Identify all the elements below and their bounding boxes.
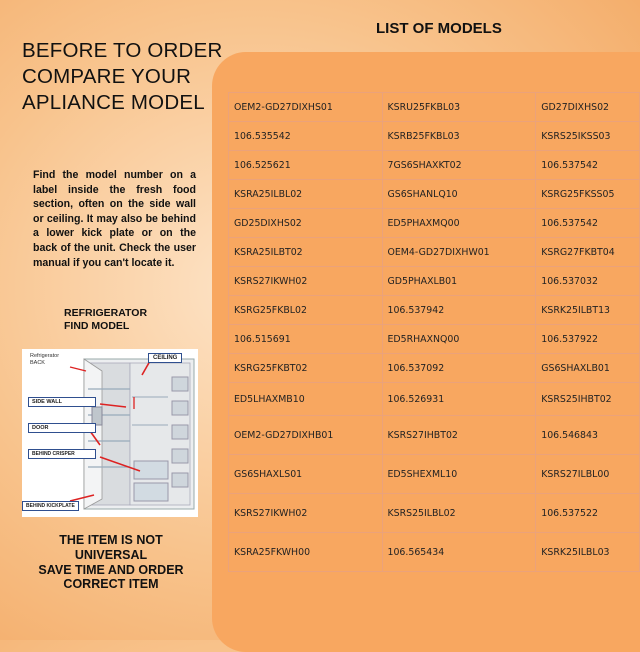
refrigerator-diagram bbox=[22, 349, 198, 517]
heading-line-3: APLIANCE MODEL bbox=[22, 91, 205, 114]
model-cell: GS6SHANLQ10 bbox=[382, 180, 536, 209]
models-list-title: LIST OF MODELS bbox=[376, 20, 502, 37]
model-cell: 106.537542 bbox=[536, 151, 640, 180]
table-row bbox=[229, 383, 640, 416]
refrigerator-illustration bbox=[22, 349, 198, 517]
model-cell: OEM2-GD27DIXHS01 bbox=[229, 93, 383, 122]
side-wall-label: SIDE WALL bbox=[28, 397, 96, 407]
model-cell: 106.537542 bbox=[536, 209, 640, 238]
model-cell: ED5LHAXMB10 bbox=[229, 383, 383, 416]
model-cell: KSRU25FKBL03 bbox=[382, 93, 536, 122]
table-row bbox=[229, 494, 640, 533]
model-cell: 106.537522 bbox=[536, 494, 640, 533]
notice-line-3: SAVE TIME AND ORDER bbox=[38, 562, 184, 577]
table-row bbox=[229, 354, 640, 383]
notice-line-1: THE ITEM IS NOT bbox=[59, 533, 163, 547]
table-row bbox=[229, 93, 640, 122]
model-cell: KSRS27IKWH02 bbox=[229, 267, 383, 296]
model-cell: 106.537092 bbox=[382, 354, 536, 383]
ceiling-label: CEILING bbox=[148, 353, 182, 363]
model-cell: KSRG25FKSS05 bbox=[536, 180, 640, 209]
table-row bbox=[229, 325, 640, 354]
model-cell: 106.525621 bbox=[229, 151, 383, 180]
heading-line-1: BEFORE TO ORDER bbox=[22, 39, 223, 62]
model-cell: GD25DIXHS02 bbox=[229, 209, 383, 238]
table-row bbox=[229, 122, 640, 151]
model-cell: GS6SHAXLB01 bbox=[536, 354, 640, 383]
model-cell: OEM4-GD27DIXHW01 bbox=[382, 238, 536, 267]
find-model-line-2: FIND MODEL bbox=[64, 320, 130, 332]
refrigerator-back-line-1: Refrigerator bbox=[30, 353, 60, 359]
model-cell: KSRG27FKBT04 bbox=[536, 238, 640, 267]
model-cell: KSRG25FKBL02 bbox=[229, 296, 383, 325]
model-cell: KSRS27IKWH02 bbox=[229, 494, 383, 533]
table-row bbox=[229, 267, 640, 296]
behind-crisper-label: BEHIND CRISPER bbox=[28, 449, 96, 459]
model-cell: KSRG25FKBT02 bbox=[229, 354, 383, 383]
door-label: DOOR bbox=[28, 423, 96, 433]
model-cell: GD5PHAXLB01 bbox=[382, 267, 536, 296]
table-row bbox=[229, 180, 640, 209]
table-row bbox=[229, 533, 640, 572]
model-cell: 106.537032 bbox=[536, 267, 640, 296]
model-cell: KSRK25ILBL03 bbox=[536, 533, 640, 572]
model-cell: 106.537922 bbox=[536, 325, 640, 354]
model-cell: KSRB25FKBL03 bbox=[382, 122, 536, 151]
find-model-caption bbox=[64, 307, 147, 333]
model-cell: 106.515691 bbox=[229, 325, 383, 354]
table-row bbox=[229, 238, 640, 267]
model-cell: KSRA25FKWH00 bbox=[229, 533, 383, 572]
model-cell: KSRA25ILBL02 bbox=[229, 180, 383, 209]
model-cell: KSRK25ILBT13 bbox=[536, 296, 640, 325]
model-cell: ED5SHEXML10 bbox=[382, 455, 536, 494]
model-cell: GD27DIXHS02 bbox=[536, 93, 640, 122]
find-model-instructions: Find the model number on a label inside the fresh food section, often on the side wall or ceiling. It may also be behind a lower kick plate or on the back of the unit. Check the user manual if you can't locate it. bbox=[33, 169, 196, 269]
refrigerator-back-label bbox=[30, 353, 59, 367]
notice-line-2: UNIVERSAL bbox=[74, 547, 148, 562]
table-row bbox=[229, 209, 640, 238]
model-cell: OEM2-GD27DIXHB01 bbox=[229, 416, 383, 455]
page-heading bbox=[22, 38, 232, 116]
table-row bbox=[229, 151, 640, 180]
model-cell: ED5PHAXMQ00 bbox=[382, 209, 536, 238]
not-universal-notice bbox=[20, 533, 202, 592]
model-cell: KSRS25ILBL02 bbox=[382, 494, 536, 533]
model-cell: ED5RHAXNQ00 bbox=[382, 325, 536, 354]
table-row bbox=[229, 455, 640, 494]
model-cell: KSRS25IKSS03 bbox=[536, 122, 640, 151]
model-cell: 7GS6SHAXKT02 bbox=[382, 151, 536, 180]
notice-line-4: CORRECT ITEM bbox=[63, 577, 159, 592]
models-table bbox=[228, 92, 640, 572]
find-model-line-1: REFRIGERATOR bbox=[64, 307, 148, 319]
table-row bbox=[229, 296, 640, 325]
model-cell: 106.537942 bbox=[382, 296, 536, 325]
model-cell: KSRA25ILBT02 bbox=[229, 238, 383, 267]
model-cell: GS6SHAXLS01 bbox=[229, 455, 383, 494]
refrigerator-back-line-2: BACK bbox=[30, 360, 45, 366]
model-cell: 106.565434 bbox=[382, 533, 536, 572]
model-cell: KSRS27ILBL00 bbox=[536, 455, 640, 494]
model-cell: KSRS25IHBT02 bbox=[536, 383, 640, 416]
model-cell: 106.535542 bbox=[229, 122, 383, 151]
table-row bbox=[229, 416, 640, 455]
model-cell: KSRS27IHBT02 bbox=[382, 416, 536, 455]
behind-kickplate-label: BEHIND KICKPLATE bbox=[22, 501, 79, 511]
model-cell: 106.526931 bbox=[382, 383, 536, 416]
model-cell: 106.546843 bbox=[536, 416, 640, 455]
heading-line-2: COMPARE YOUR bbox=[22, 65, 192, 88]
